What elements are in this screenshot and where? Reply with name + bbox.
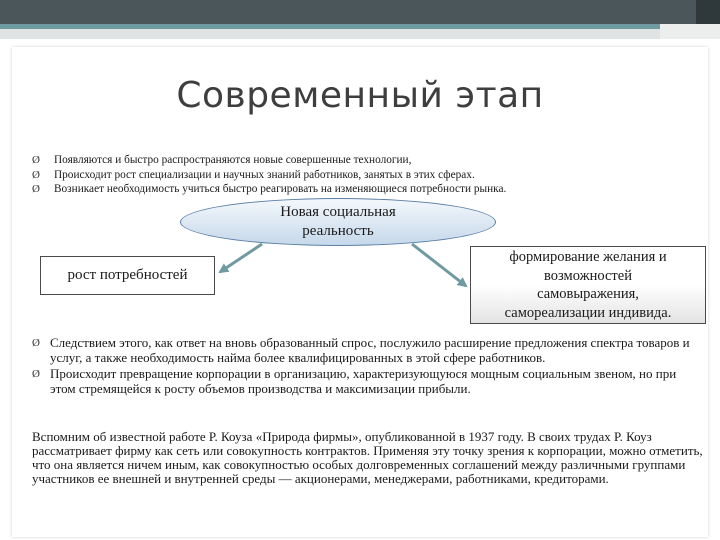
arrow-bullet-icon: Ø — [32, 183, 40, 195]
arrow-bullet-icon: Ø — [32, 168, 40, 181]
mid-bullet-item — [32, 367, 704, 396]
top-bullet-text: Возникает необходимость учиться быстро реагировать на изменяющиеся потребности рынка. — [54, 183, 507, 195]
box-line: самореализации индивида. — [504, 304, 672, 321]
mid-bullet-text: Происходит превращение корпорации в организацию, характеризующуюся мощным социальным звеном, но при этом стремящейся к росту объемов производства и максимизации прибыли. — [50, 366, 677, 396]
ellipse-line-1: Новая социальная — [280, 204, 396, 220]
mid-bullet-text: Следствием этого, как ответ на вновь образованный спрос, послужило расширение предложения спектра товаров и услуг, а также необходимость найма более квалифицированных в этой сфере работников. — [50, 335, 690, 365]
slide-title: Современный этап — [176, 75, 544, 116]
coase-paragraph: Вспомним об известной работе Р. Коуза «Природа фирмы», опубликованной в 1937 году. В своих трудах Р. Коуз рассматривает фирму как сеть или совокупность контрактов. Применяя эту точку зрения к корпорации, можно отметить, что она является ничем иным, как совокупностью особых долговременных соглашений между различными группами участников ее внешней и внутренней среды — акционерами, менеджерами, работниками, кредиторами. — [32, 429, 703, 486]
self-realization-box — [470, 246, 706, 324]
top-bullet-text: Происходит рост специализации и научных знаний работников, занятых в этих сферах. — [54, 168, 475, 181]
mid-bullet-list — [32, 336, 704, 398]
arrow-to-right-box — [412, 244, 466, 286]
box-line: возможностей — [544, 267, 632, 284]
ellipse-line-2: реальность — [302, 223, 374, 239]
arrow-bullet-icon: Ø — [32, 337, 40, 349]
top-bullet-text: Появляются и быстро распространяются новые совершенные технологии, — [54, 154, 412, 166]
arrow-bullet-icon: Ø — [32, 154, 40, 166]
box-line: формирование желания и — [509, 249, 667, 265]
arrow-to-left-box — [220, 244, 262, 272]
mid-bullet-item — [32, 336, 704, 365]
arrow-bullet-icon: Ø — [32, 368, 40, 380]
social-reality-ellipse — [180, 198, 496, 246]
needs-growth-box: рост потребностей — [40, 256, 215, 295]
box-line: самовыражения, — [537, 286, 639, 302]
